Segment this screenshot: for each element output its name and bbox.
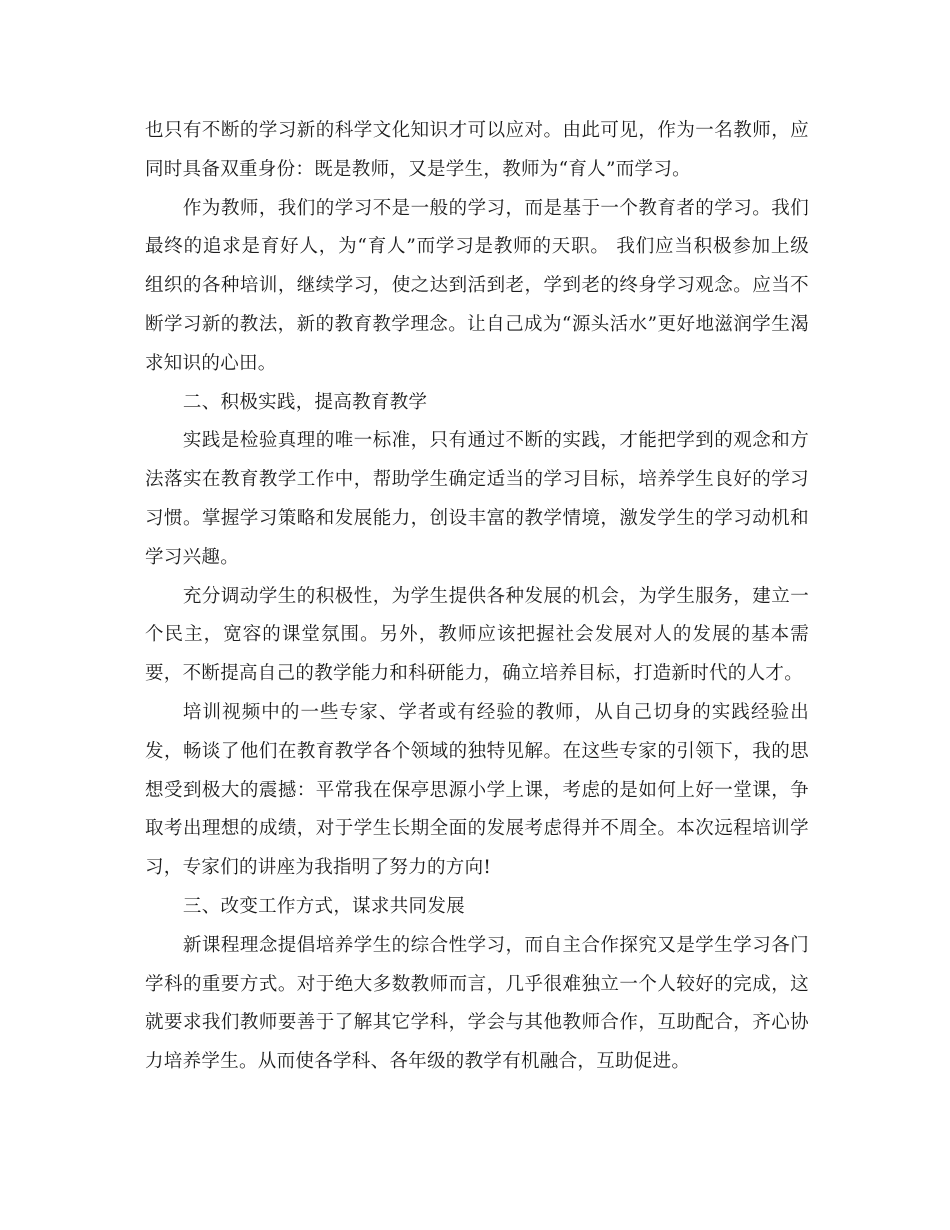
paragraph-teacher-learning: 作为教师，我们的学习不是一般的学习，而是基于一个教育者的学习。我们最终的追求是育好人，为“育人”而学习是教师的天职。 我们应当积极参加上级组织的各种培训，继续学习，使之达到活到老，学到老的终身学习观念。应当不断学习新的教法，新的教育教学理念。让自己成为“源头活水”更好地滋润学生渴求知识的心田。 bbox=[145, 197, 809, 374]
paragraph-new-curriculum: 新课程理念提倡培养学生的综合性学习，而自主合作探究又是学生学习各门学科的重要方式。对于绝大多数教师而言，几乎很难独立一个人较好的完成，这就要求我们教师要善于了解其它学科，学会与其他教师合作，互助配合，齐心协力培养学生。从而使各学科、各年级的教学有机融合，互助促进。 bbox=[145, 934, 809, 1073]
paragraph-continuation: 也只有不断的学习新的科学文化知识才可以应对。由此可见，作为一名教师，应同时具备双重身份：既是教师，又是学生，教师为“育人”而学习。 bbox=[145, 120, 809, 180]
section-heading-practice: 二、积极实践，提高教育教学 bbox=[182, 391, 428, 413]
paragraph-student-initiative: 充分调动学生的积极性，为学生提供各种发展的机会，为学生服务，建立一个民主，宽容的课堂氛围。另外，教师应该把握社会发展对人的发展的基本需要，不断提高自己的教学能力和科研能力，确立培养目标，打造新时代的人才。 bbox=[145, 585, 809, 685]
paragraph-practice: 实践是检验真理的唯一标准，只有通过不断的实践，才能把学到的观念和方法落实在教育教学工作中，帮助学生确定适当的学习目标，培养学生良好的学习习惯。掌握学习策略和发展能力，创设丰富的教学情境，激发学生的学习动机和学习兴趣。 bbox=[145, 430, 809, 568]
document-body bbox=[145, 112, 809, 1082]
section-heading-work-style: 三、改变工作方式，谋求共同发展 bbox=[182, 895, 465, 917]
paragraph-training-video: 培训视频中的一些专家、学者或有经验的教师，从自己切身的实践经验出发，畅谈了他们在教育教学各个领域的独特见解。在这些专家的引领下，我的思想受到极大的震撼：平常我在保亭思源小学上课，考虑的是如何上好一堂课，争取考出理想的成绩，对于学生长期全面的发展考虑得并不周全。本次远程培训学习，专家们的讲座为我指明了努力的方向! bbox=[145, 701, 809, 879]
